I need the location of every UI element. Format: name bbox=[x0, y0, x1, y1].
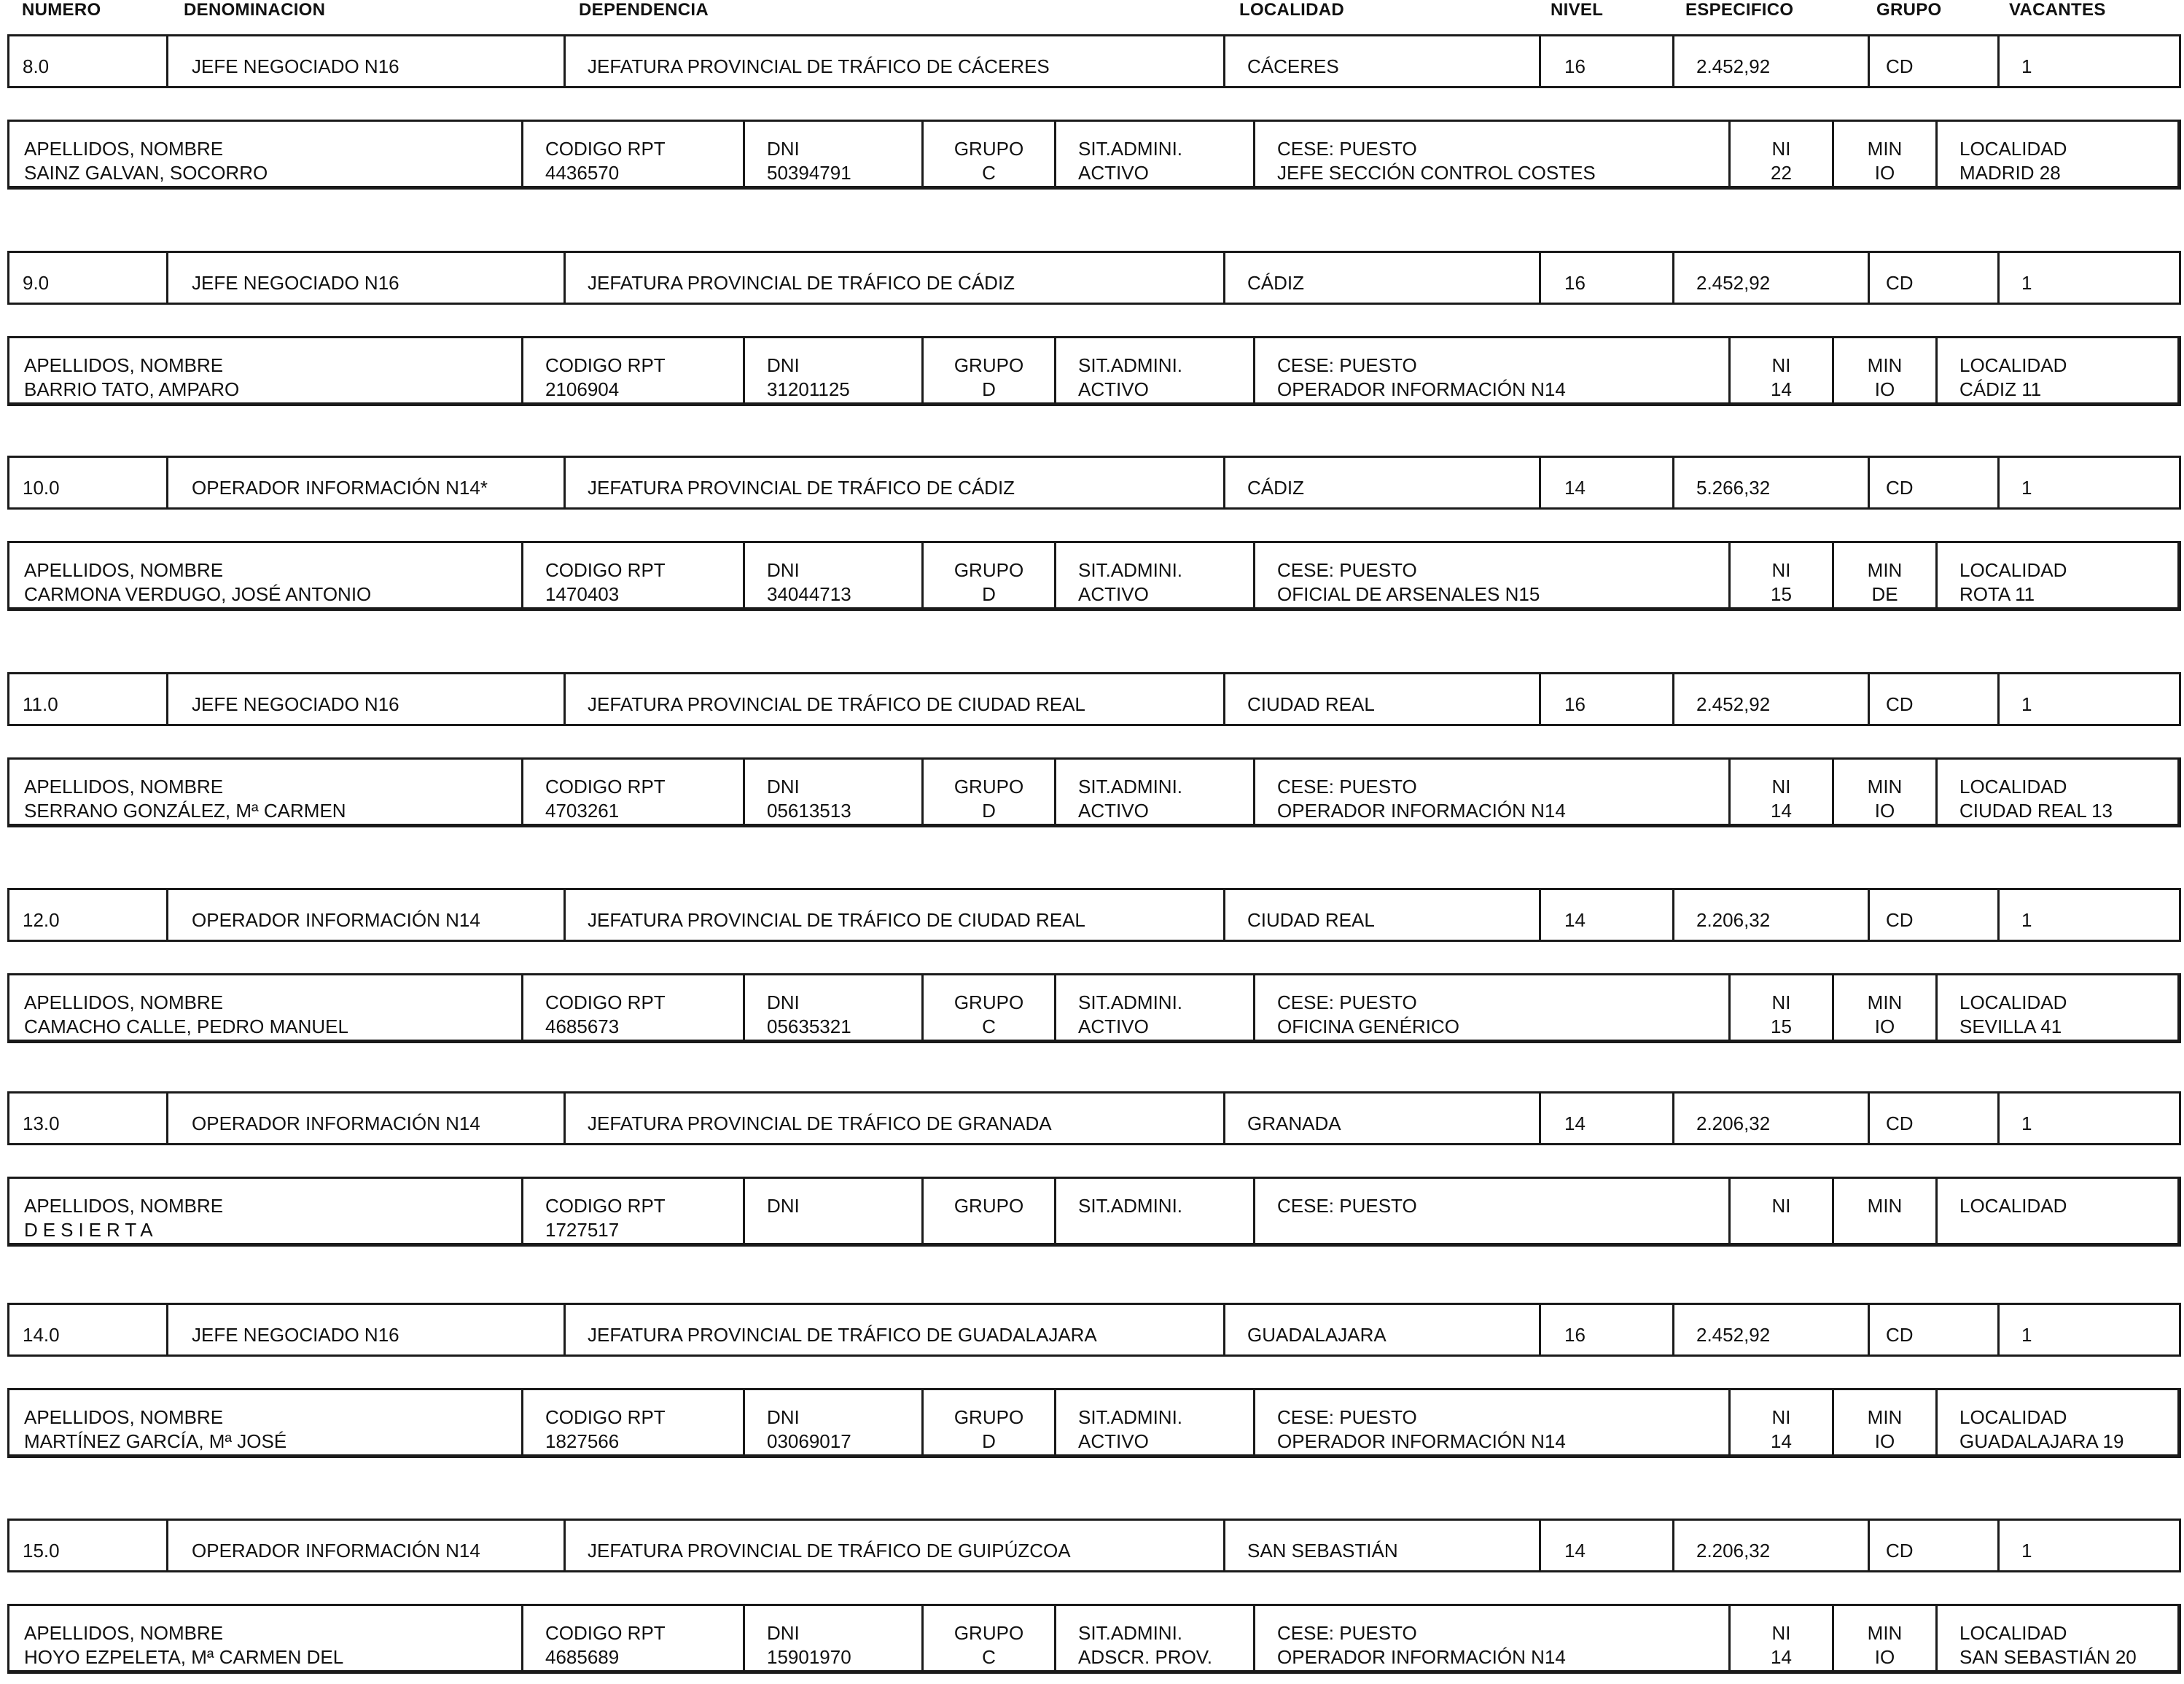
occupant-nombre-label: APELLIDOS, NOMBRE bbox=[24, 1622, 224, 1644]
occupant-ni-cell bbox=[1728, 975, 1832, 1040]
occupant-min-value: IO bbox=[1874, 1016, 1895, 1037]
occupant-ni-label: NI bbox=[1771, 776, 1791, 798]
position-denominacion: JEFE NEGOCIADO N16 bbox=[166, 1305, 563, 1354]
occupant-row bbox=[7, 1388, 2181, 1458]
occupant-codigo-rpt-value: 4685673 bbox=[545, 1016, 620, 1037]
occupant-nombre-value: CARMONA VERDUGO, JOSÉ ANTONIO bbox=[24, 583, 372, 605]
occupant-localidad-label: LOCALIDAD bbox=[1959, 354, 2067, 376]
occupant-ni-value: 14 bbox=[1771, 1646, 1792, 1668]
position-nivel: 16 bbox=[1539, 253, 1672, 303]
position-row bbox=[7, 34, 2181, 88]
occupant-codigo-rpt-cell bbox=[521, 975, 743, 1040]
occupant-dni-cell bbox=[743, 760, 921, 824]
occupant-dni-value: 15901970 bbox=[767, 1646, 851, 1668]
position-row bbox=[7, 251, 2181, 305]
occupant-codigo-rpt-value: 1827566 bbox=[545, 1430, 620, 1452]
occupant-grupo-label: GRUPO bbox=[953, 1406, 1024, 1428]
occupant-localidad-label: LOCALIDAD bbox=[1959, 559, 2067, 581]
occupant-min-value: IO bbox=[1874, 162, 1895, 184]
occupant-localidad-label: LOCALIDAD bbox=[1959, 138, 2067, 160]
occupant-ni-label: NI bbox=[1771, 559, 1791, 581]
occupant-min-cell bbox=[1832, 338, 1935, 402]
occupant-codigo-rpt-cell bbox=[521, 1390, 743, 1454]
position-row bbox=[7, 1303, 2181, 1357]
occupant-grupo-value: D bbox=[982, 1430, 996, 1452]
occupant-localidad-value: MADRID 28 bbox=[1959, 162, 2061, 184]
occupant-codigo-rpt-value: 4703261 bbox=[545, 800, 620, 822]
occupant-localidad-cell bbox=[1935, 543, 2183, 607]
position-vacantes: 1 bbox=[1997, 890, 2183, 940]
occupant-grupo-cell bbox=[921, 1606, 1054, 1670]
position-especifico: 2.452,92 bbox=[1672, 253, 1868, 303]
occupant-ni-label: NI bbox=[1771, 1195, 1791, 1217]
occupant-localidad-value: ROTA 11 bbox=[1959, 583, 2035, 605]
occupant-codigo-rpt-cell bbox=[521, 338, 743, 402]
occupant-dni-label: DNI bbox=[767, 776, 800, 798]
occupant-grupo-value: C bbox=[982, 1016, 996, 1037]
occupant-grupo-value: D bbox=[982, 800, 996, 822]
occupant-codigo-rpt-label: CODIGO RPT bbox=[545, 776, 666, 798]
occupant-dni-label: DNI bbox=[767, 1195, 800, 1217]
occupant-sit-admin-cell bbox=[1054, 543, 1253, 607]
occupant-codigo-rpt-cell bbox=[521, 543, 743, 607]
occupant-min-cell bbox=[1832, 760, 1935, 824]
occupant-cese-puesto-label: CESE: PUESTO bbox=[1277, 991, 1417, 1013]
occupant-nombre-cell bbox=[9, 975, 521, 1040]
occupant-dni-cell bbox=[743, 543, 921, 607]
position-vacantes: 1 bbox=[1997, 1521, 2183, 1570]
occupant-codigo-rpt-label: CODIGO RPT bbox=[545, 1622, 666, 1644]
occupant-codigo-rpt-cell bbox=[521, 760, 743, 824]
occupant-sit-admin-value: ADSCR. PROV. bbox=[1078, 1646, 1212, 1668]
position-especifico: 5.266,32 bbox=[1672, 458, 1868, 507]
occupant-grupo-value: D bbox=[982, 378, 996, 400]
occupant-grupo-cell bbox=[921, 1390, 1054, 1454]
position-denominacion: OPERADOR INFORMACIÓN N14* bbox=[166, 458, 563, 507]
occupant-localidad-cell bbox=[1935, 975, 2183, 1040]
position-nivel: 16 bbox=[1539, 36, 1672, 86]
occupant-sit-admin-value: ACTIVO bbox=[1078, 162, 1149, 184]
occupant-cese-puesto-value: OPERADOR INFORMACIÓN N14 bbox=[1277, 378, 1566, 400]
occupant-nombre-value: CAMACHO CALLE, PEDRO MANUEL bbox=[24, 1016, 348, 1037]
occupant-grupo-label: GRUPO bbox=[953, 991, 1024, 1013]
occupant-row bbox=[7, 336, 2181, 406]
occupant-sit-admin-cell bbox=[1054, 1606, 1253, 1670]
occupant-dni-value: 03069017 bbox=[767, 1430, 851, 1452]
position-vacantes: 1 bbox=[1997, 1094, 2183, 1143]
occupant-ni-label: NI bbox=[1771, 354, 1791, 376]
occupant-grupo-label: GRUPO bbox=[953, 1195, 1024, 1217]
occupant-cese-puesto-value: OFICIAL DE ARSENALES N15 bbox=[1277, 583, 1540, 605]
position-numero: 11.0 bbox=[23, 693, 58, 715]
occupant-sit-admin-value: ACTIVO bbox=[1078, 1016, 1149, 1037]
occupant-sit-admin-cell bbox=[1054, 760, 1253, 824]
position-vacantes: 1 bbox=[1997, 674, 2183, 724]
occupant-localidad-value: SAN SEBASTIÁN 20 bbox=[1959, 1646, 2137, 1668]
occupant-nombre-value: SAINZ GALVAN, SOCORRO bbox=[24, 162, 268, 184]
occupant-dni-value: 34044713 bbox=[767, 583, 851, 605]
occupant-grupo-cell bbox=[921, 1179, 1054, 1243]
occupant-sit-admin-cell bbox=[1054, 122, 1253, 186]
occupant-sit-admin-value: ACTIVO bbox=[1078, 378, 1149, 400]
occupant-cese-puesto-value: OFICINA GENÉRICO bbox=[1277, 1016, 1459, 1037]
occupant-sit-admin-label: SIT.ADMINI. bbox=[1078, 991, 1183, 1013]
occupant-sit-admin-label: SIT.ADMINI. bbox=[1078, 1406, 1183, 1428]
position-denominacion: JEFE NEGOCIADO N16 bbox=[166, 253, 563, 303]
occupant-cese-puesto-label: CESE: PUESTO bbox=[1277, 776, 1417, 798]
position-grupo: CD bbox=[1868, 1305, 1997, 1354]
occupant-localidad-value: CÁDIZ 11 bbox=[1959, 378, 2042, 400]
occupant-ni-value: 15 bbox=[1771, 583, 1792, 605]
position-numero: 12.0 bbox=[23, 909, 60, 931]
occupant-cese-puesto-cell bbox=[1253, 1606, 1728, 1670]
position-especifico: 2.206,32 bbox=[1672, 890, 1868, 940]
occupant-ni-label: NI bbox=[1771, 1406, 1791, 1428]
occupant-localidad-label: LOCALIDAD bbox=[1959, 1406, 2067, 1428]
occupant-min-label: MIN bbox=[1867, 1195, 1903, 1217]
position-grupo: CD bbox=[1868, 890, 1997, 940]
occupant-grupo-cell bbox=[921, 338, 1054, 402]
position-numero: 13.0 bbox=[23, 1112, 60, 1134]
occupant-nombre-cell bbox=[9, 338, 521, 402]
occupant-localidad-cell bbox=[1935, 1606, 2183, 1670]
occupant-codigo-rpt-value: 1727517 bbox=[545, 1219, 620, 1241]
occupant-min-value: IO bbox=[1874, 378, 1895, 400]
occupant-cese-puesto-label: CESE: PUESTO bbox=[1277, 1622, 1417, 1644]
occupant-dni-label: DNI bbox=[767, 1406, 800, 1428]
occupant-nombre-label: APELLIDOS, NOMBRE bbox=[24, 1406, 224, 1428]
occupant-grupo-value: D bbox=[982, 583, 996, 605]
position-grupo: CD bbox=[1868, 1521, 1997, 1570]
position-dependencia: JEFATURA PROVINCIAL DE TRÁFICO DE CÁDIZ bbox=[563, 253, 1223, 303]
occupant-cese-puesto-label: CESE: PUESTO bbox=[1277, 354, 1417, 376]
occupant-localidad-cell bbox=[1935, 760, 2183, 824]
position-numero: 14.0 bbox=[23, 1324, 60, 1346]
occupant-codigo-rpt-label: CODIGO RPT bbox=[545, 991, 666, 1013]
occupant-min-label: MIN bbox=[1867, 776, 1903, 798]
position-row bbox=[7, 1519, 2181, 1572]
position-grupo: CD bbox=[1868, 1094, 1997, 1143]
occupant-nombre-value: MARTÍNEZ GARCÍA, Mª JOSÉ bbox=[24, 1430, 287, 1452]
position-numero: 9.0 bbox=[23, 272, 50, 294]
header-vacantes: VACANTES bbox=[2009, 0, 2106, 20]
occupant-dni-cell bbox=[743, 122, 921, 186]
occupant-nombre-cell bbox=[9, 1390, 521, 1454]
occupant-ni-label: NI bbox=[1771, 991, 1791, 1013]
occupant-codigo-rpt-cell bbox=[521, 122, 743, 186]
occupant-localidad-cell bbox=[1935, 1390, 2183, 1454]
occupant-nombre-cell bbox=[9, 1606, 521, 1670]
occupant-localidad-label: LOCALIDAD bbox=[1959, 776, 2067, 798]
occupant-dni-label: DNI bbox=[767, 354, 800, 376]
header-numero: NUMERO bbox=[22, 0, 101, 20]
position-dependencia: JEFATURA PROVINCIAL DE TRÁFICO DE GRANADA bbox=[563, 1094, 1223, 1143]
position-nivel: 14 bbox=[1539, 458, 1672, 507]
occupant-grupo-label: GRUPO bbox=[953, 559, 1024, 581]
occupant-sit-admin-label: SIT.ADMINI. bbox=[1078, 138, 1183, 160]
occupant-dni-cell bbox=[743, 1179, 921, 1243]
occupant-ni-value: 14 bbox=[1771, 800, 1792, 822]
column-header-row bbox=[0, 0, 2184, 26]
occupant-dni-cell bbox=[743, 1606, 921, 1670]
occupant-ni-value: 22 bbox=[1771, 162, 1792, 184]
occupant-cese-puesto-label: CESE: PUESTO bbox=[1277, 138, 1417, 160]
occupant-cese-puesto-cell bbox=[1253, 1179, 1728, 1243]
occupant-cese-puesto-cell bbox=[1253, 760, 1728, 824]
position-grupo: CD bbox=[1868, 253, 1997, 303]
occupant-localidad-label: LOCALIDAD bbox=[1959, 1622, 2067, 1644]
occupant-row bbox=[7, 973, 2181, 1043]
occupant-codigo-rpt-label: CODIGO RPT bbox=[545, 1195, 666, 1217]
occupant-sit-admin-cell bbox=[1054, 975, 1253, 1040]
occupant-sit-admin-label: SIT.ADMINI. bbox=[1078, 354, 1183, 376]
occupant-codigo-rpt-value: 2106904 bbox=[545, 378, 620, 400]
header-localidad: LOCALIDAD bbox=[1239, 0, 1345, 20]
occupant-nombre-cell bbox=[9, 1179, 521, 1243]
position-localidad: CÁCERES bbox=[1223, 36, 1539, 86]
occupant-ni-cell bbox=[1728, 1606, 1832, 1670]
occupant-codigo-rpt-label: CODIGO RPT bbox=[545, 354, 666, 376]
occupant-dni-value: 05635321 bbox=[767, 1016, 851, 1037]
occupant-ni-cell bbox=[1728, 1390, 1832, 1454]
occupant-min-cell bbox=[1832, 1390, 1935, 1454]
occupant-grupo-cell bbox=[921, 122, 1054, 186]
header-nivel: NIVEL bbox=[1551, 0, 1604, 20]
occupant-min-label: MIN bbox=[1867, 559, 1903, 581]
position-row bbox=[7, 672, 2181, 726]
occupant-ni-label: NI bbox=[1771, 1622, 1791, 1644]
position-grupo: CD bbox=[1868, 674, 1997, 724]
header-denominacion: DENOMINACION bbox=[184, 0, 326, 20]
occupant-min-value: IO bbox=[1874, 1646, 1895, 1668]
occupant-min-label: MIN bbox=[1867, 354, 1903, 376]
position-dependencia: JEFATURA PROVINCIAL DE TRÁFICO DE GUADALAJARA bbox=[563, 1305, 1223, 1354]
occupant-nombre-value: BARRIO TATO, AMPARO bbox=[24, 378, 240, 400]
position-especifico: 2.206,32 bbox=[1672, 1521, 1868, 1570]
position-especifico: 2.452,92 bbox=[1672, 674, 1868, 724]
occupant-dni-label: DNI bbox=[767, 1622, 800, 1644]
occupant-min-cell bbox=[1832, 975, 1935, 1040]
occupant-ni-value: 15 bbox=[1771, 1016, 1792, 1037]
position-grupo: CD bbox=[1868, 36, 1997, 86]
position-especifico: 2.452,92 bbox=[1672, 1305, 1868, 1354]
occupant-dni-value: 05613513 bbox=[767, 800, 851, 822]
occupant-codigo-rpt-cell bbox=[521, 1179, 743, 1243]
occupant-ni-cell bbox=[1728, 122, 1832, 186]
occupant-ni-label: NI bbox=[1771, 138, 1791, 160]
position-localidad: CIUDAD REAL bbox=[1223, 674, 1539, 724]
occupant-min-label: MIN bbox=[1867, 991, 1903, 1013]
occupant-ni-cell bbox=[1728, 760, 1832, 824]
position-denominacion: OPERADOR INFORMACIÓN N14 bbox=[166, 1094, 563, 1143]
occupant-min-label: MIN bbox=[1867, 1406, 1903, 1428]
position-numero: 15.0 bbox=[23, 1540, 60, 1562]
position-nivel: 16 bbox=[1539, 674, 1672, 724]
position-localidad: CIUDAD REAL bbox=[1223, 890, 1539, 940]
occupant-nombre-label: APELLIDOS, NOMBRE bbox=[24, 1195, 224, 1217]
occupant-dni-cell bbox=[743, 1390, 921, 1454]
occupant-row bbox=[7, 1177, 2181, 1247]
occupant-sit-admin-value: ACTIVO bbox=[1078, 800, 1149, 822]
occupant-row bbox=[7, 1604, 2181, 1674]
position-row bbox=[7, 888, 2181, 942]
occupant-cese-puesto-label: CESE: PUESTO bbox=[1277, 1406, 1417, 1428]
occupant-min-value: IO bbox=[1874, 800, 1895, 822]
position-nivel: 14 bbox=[1539, 890, 1672, 940]
occupant-cese-puesto-label: CESE: PUESTO bbox=[1277, 559, 1417, 581]
occupant-cese-puesto-value: OPERADOR INFORMACIÓN N14 bbox=[1277, 1430, 1566, 1452]
occupant-cese-puesto-cell bbox=[1253, 338, 1728, 402]
position-row bbox=[7, 1091, 2181, 1145]
occupant-dni-cell bbox=[743, 338, 921, 402]
occupant-grupo-cell bbox=[921, 543, 1054, 607]
position-denominacion: OPERADOR INFORMACIÓN N14 bbox=[166, 1521, 563, 1570]
occupant-cese-puesto-cell bbox=[1253, 1390, 1728, 1454]
position-dependencia: JEFATURA PROVINCIAL DE TRÁFICO DE CIUDAD REAL bbox=[563, 890, 1223, 940]
occupant-min-value: DE bbox=[1871, 583, 1898, 605]
occupant-sit-admin-label: SIT.ADMINI. bbox=[1078, 776, 1183, 798]
occupant-localidad-value: SEVILLA 41 bbox=[1959, 1016, 2062, 1037]
occupant-grupo-cell bbox=[921, 975, 1054, 1040]
occupant-localidad-value: GUADALAJARA 19 bbox=[1959, 1430, 2124, 1452]
position-dependencia: JEFATURA PROVINCIAL DE TRÁFICO DE CÁDIZ bbox=[563, 458, 1223, 507]
occupant-ni-cell bbox=[1728, 338, 1832, 402]
occupant-dni-value: 50394791 bbox=[767, 162, 851, 184]
occupant-dni-label: DNI bbox=[767, 138, 800, 160]
occupant-dni-value: 31201125 bbox=[767, 378, 850, 400]
position-dependencia: JEFATURA PROVINCIAL DE TRÁFICO DE CÁCERES bbox=[563, 36, 1223, 86]
occupant-nombre-label: APELLIDOS, NOMBRE bbox=[24, 776, 224, 798]
occupant-row bbox=[7, 757, 2181, 827]
occupant-localidad-label: LOCALIDAD bbox=[1959, 991, 2067, 1013]
occupant-grupo-value: C bbox=[982, 162, 996, 184]
position-especifico: 2.206,32 bbox=[1672, 1094, 1868, 1143]
occupant-ni-cell bbox=[1728, 1179, 1832, 1243]
occupant-localidad-value: CIUDAD REAL 13 bbox=[1959, 800, 2113, 822]
position-row bbox=[7, 456, 2181, 510]
occupant-row bbox=[7, 541, 2181, 611]
position-localidad: GRANADA bbox=[1223, 1094, 1539, 1143]
header-grupo: GRUPO bbox=[1876, 0, 1942, 20]
occupant-row bbox=[7, 120, 2181, 190]
occupant-min-label: MIN bbox=[1867, 1622, 1903, 1644]
position-nivel: 14 bbox=[1539, 1521, 1672, 1570]
occupant-nombre-value: HOYO EZPELETA, Mª CARMEN DEL bbox=[24, 1646, 344, 1668]
occupant-codigo-rpt-value: 4436570 bbox=[545, 162, 620, 184]
position-vacantes: 1 bbox=[1997, 253, 2183, 303]
occupant-sit-admin-label: SIT.ADMINI. bbox=[1078, 1195, 1183, 1217]
position-vacantes: 1 bbox=[1997, 36, 2183, 86]
occupant-nombre-value: SERRANO GONZÁLEZ, Mª CARMEN bbox=[24, 800, 346, 822]
occupant-nombre-cell bbox=[9, 543, 521, 607]
occupant-grupo-value: C bbox=[982, 1646, 996, 1668]
position-localidad: CÁDIZ bbox=[1223, 458, 1539, 507]
position-denominacion: JEFE NEGOCIADO N16 bbox=[166, 674, 563, 724]
occupant-localidad-cell bbox=[1935, 338, 2183, 402]
occupant-cese-puesto-value: OPERADOR INFORMACIÓN N14 bbox=[1277, 1646, 1566, 1668]
occupant-sit-admin-value: ACTIVO bbox=[1078, 1430, 1149, 1452]
occupant-dni-cell bbox=[743, 975, 921, 1040]
position-denominacion: JEFE NEGOCIADO N16 bbox=[166, 36, 563, 86]
occupant-sit-admin-label: SIT.ADMINI. bbox=[1078, 559, 1183, 581]
occupant-codigo-rpt-cell bbox=[521, 1606, 743, 1670]
occupant-cese-puesto-label: CESE: PUESTO bbox=[1277, 1195, 1417, 1217]
occupant-sit-admin-value: ACTIVO bbox=[1078, 583, 1149, 605]
occupant-nombre-label: APELLIDOS, NOMBRE bbox=[24, 991, 224, 1013]
occupant-localidad-cell bbox=[1935, 122, 2183, 186]
header-especifico: ESPECIFICO bbox=[1685, 0, 1794, 20]
occupant-grupo-label: GRUPO bbox=[953, 354, 1024, 376]
position-vacantes: 1 bbox=[1997, 458, 2183, 507]
occupant-dni-label: DNI bbox=[767, 559, 800, 581]
occupant-min-cell bbox=[1832, 1179, 1935, 1243]
position-dependencia: JEFATURA PROVINCIAL DE TRÁFICO DE GUIPÚZCOA bbox=[563, 1521, 1223, 1570]
position-localidad: GUADALAJARA bbox=[1223, 1305, 1539, 1354]
position-localidad: SAN SEBASTIÁN bbox=[1223, 1521, 1539, 1570]
occupant-grupo-cell bbox=[921, 760, 1054, 824]
occupant-grupo-label: GRUPO bbox=[953, 138, 1024, 160]
position-dependencia: JEFATURA PROVINCIAL DE TRÁFICO DE CIUDAD REAL bbox=[563, 674, 1223, 724]
header-dependencia: DEPENDENCIA bbox=[579, 0, 709, 20]
occupant-nombre-label: APELLIDOS, NOMBRE bbox=[24, 559, 224, 581]
occupant-ni-value: 14 bbox=[1771, 378, 1792, 400]
occupant-min-label: MIN bbox=[1867, 138, 1903, 160]
occupant-localidad-label: LOCALIDAD bbox=[1959, 1195, 2067, 1217]
position-nivel: 16 bbox=[1539, 1305, 1672, 1354]
occupant-grupo-label: GRUPO bbox=[953, 776, 1024, 798]
occupant-cese-puesto-cell bbox=[1253, 122, 1728, 186]
occupant-sit-admin-cell bbox=[1054, 1390, 1253, 1454]
occupant-nombre-cell bbox=[9, 122, 521, 186]
occupant-codigo-rpt-label: CODIGO RPT bbox=[545, 138, 666, 160]
occupant-codigo-rpt-label: CODIGO RPT bbox=[545, 559, 666, 581]
position-numero: 10.0 bbox=[23, 477, 60, 499]
position-nivel: 14 bbox=[1539, 1094, 1672, 1143]
position-vacantes: 1 bbox=[1997, 1305, 2183, 1354]
occupant-codigo-rpt-value: 1470403 bbox=[545, 583, 620, 605]
occupant-localidad-cell bbox=[1935, 1179, 2183, 1243]
occupant-min-value: IO bbox=[1874, 1430, 1895, 1452]
occupant-sit-admin-label: SIT.ADMINI. bbox=[1078, 1622, 1183, 1644]
position-numero: 8.0 bbox=[23, 55, 50, 77]
occupant-min-cell bbox=[1832, 543, 1935, 607]
position-denominacion: OPERADOR INFORMACIÓN N14 bbox=[166, 890, 563, 940]
occupant-cese-puesto-value: JEFE SECCIÓN CONTROL COSTES bbox=[1277, 162, 1596, 184]
occupant-codigo-rpt-label: CODIGO RPT bbox=[545, 1406, 666, 1428]
occupant-nombre-label: APELLIDOS, NOMBRE bbox=[24, 138, 224, 160]
occupant-dni-label: DNI bbox=[767, 991, 800, 1013]
position-grupo: CD bbox=[1868, 458, 1997, 507]
occupant-ni-value: 14 bbox=[1771, 1430, 1792, 1452]
occupant-nombre-value: DESIERTA bbox=[24, 1219, 158, 1241]
occupant-sit-admin-cell bbox=[1054, 1179, 1253, 1243]
occupant-cese-puesto-value: OPERADOR INFORMACIÓN N14 bbox=[1277, 800, 1566, 822]
occupant-min-cell bbox=[1832, 122, 1935, 186]
occupant-nombre-cell bbox=[9, 760, 521, 824]
position-localidad: CÁDIZ bbox=[1223, 253, 1539, 303]
occupant-min-cell bbox=[1832, 1606, 1935, 1670]
occupant-codigo-rpt-value: 4685689 bbox=[545, 1646, 620, 1668]
occupant-nombre-label: APELLIDOS, NOMBRE bbox=[24, 354, 224, 376]
occupant-sit-admin-cell bbox=[1054, 338, 1253, 402]
position-especifico: 2.452,92 bbox=[1672, 36, 1868, 86]
occupant-cese-puesto-cell bbox=[1253, 543, 1728, 607]
occupant-cese-puesto-cell bbox=[1253, 975, 1728, 1040]
occupant-grupo-label: GRUPO bbox=[953, 1622, 1024, 1644]
occupant-ni-cell bbox=[1728, 543, 1832, 607]
